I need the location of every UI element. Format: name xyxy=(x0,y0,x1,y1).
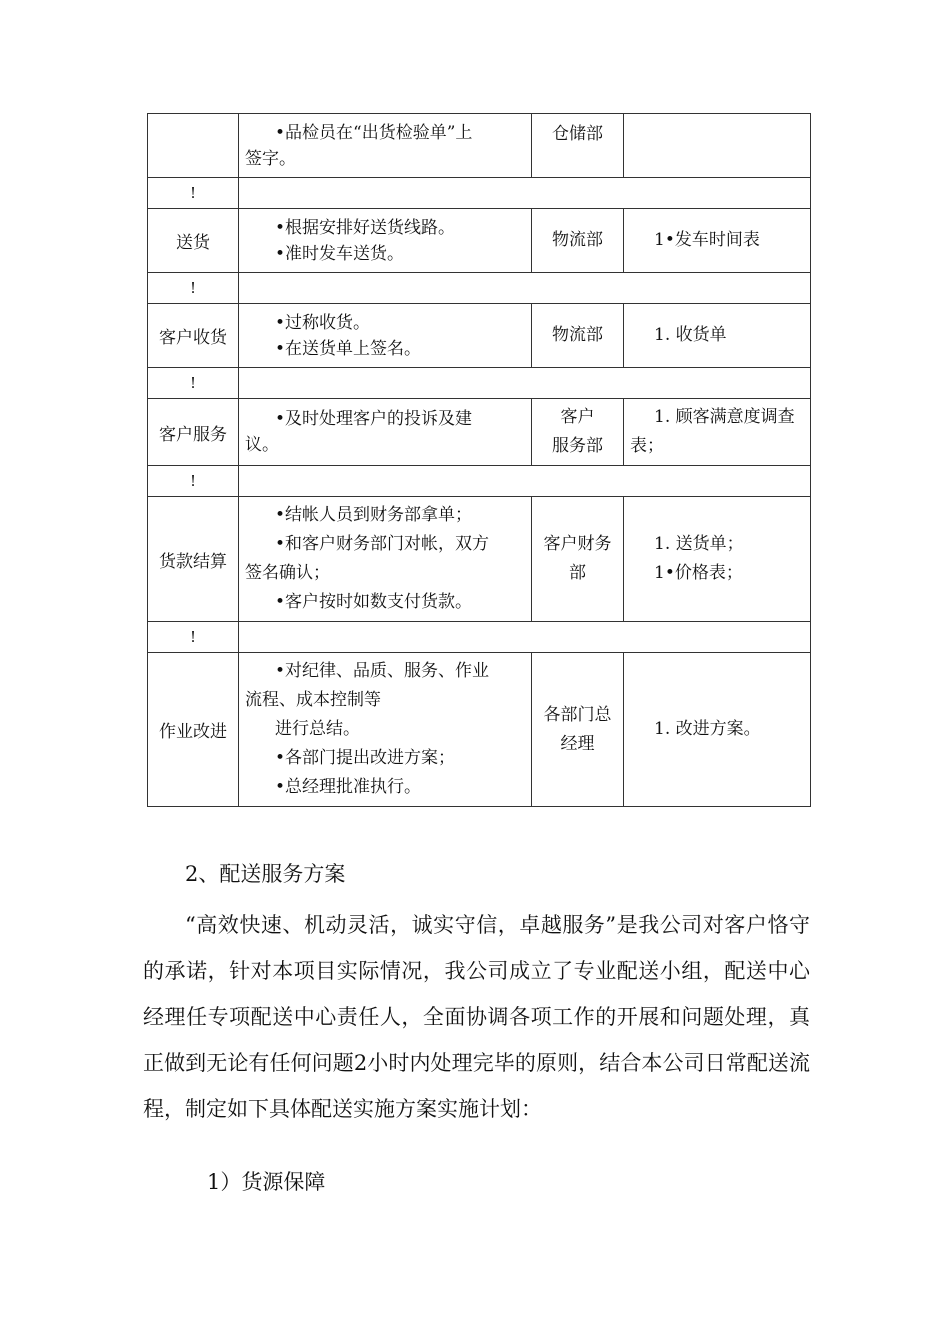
action-line: 签字。 xyxy=(245,148,296,169)
action-line: •和客户财务部门对帐，双方 xyxy=(275,534,490,554)
table-row xyxy=(148,304,811,368)
docs-cell xyxy=(624,399,811,466)
arrow-mark: ! xyxy=(148,273,239,304)
actions-cell xyxy=(239,209,532,273)
step-cell: 作业改进 xyxy=(148,653,239,807)
dept-line: 客户 xyxy=(560,407,595,427)
action-line: •过称收货。 xyxy=(275,312,371,333)
dept-line: 物流部 xyxy=(552,325,603,345)
dept-cell xyxy=(532,114,624,178)
dept-cell xyxy=(532,304,624,368)
step-cell: 送货 xyxy=(148,209,239,273)
doc-line: 1. 顾客满意度调查 xyxy=(654,407,795,427)
dept-line: 客户财务 xyxy=(543,534,612,554)
step-cell: 货款结算 xyxy=(148,497,239,622)
action-line: •结帐人员到财务部拿单； xyxy=(275,505,473,525)
docs-cell xyxy=(624,653,811,807)
action-line: •客户按时如数支付货款。 xyxy=(275,592,473,612)
docs-cell xyxy=(624,114,811,178)
dept-line: 部 xyxy=(569,563,586,583)
action-line: •对纪律、品质、服务、作业 xyxy=(275,661,490,681)
dept-line: 物流部 xyxy=(552,230,603,250)
action-line: 流程、成本控制等 xyxy=(245,690,381,710)
action-line: 签名确认； xyxy=(245,563,330,583)
doc-line: 1. 送货单； xyxy=(654,534,744,554)
docs-cell xyxy=(624,497,811,622)
arrow-row-spacer xyxy=(239,622,811,653)
action-line: •品检员在“出货检验单”上 xyxy=(275,122,473,143)
dept-line: 仓储部 xyxy=(552,124,603,144)
section-paragraph xyxy=(143,902,810,1132)
arrow-row xyxy=(148,466,811,497)
step-cell xyxy=(148,114,239,178)
table-row xyxy=(148,399,811,466)
table-row xyxy=(148,497,811,622)
arrow-row xyxy=(148,368,811,399)
arrow-row-spacer xyxy=(239,368,811,399)
table-row xyxy=(148,209,811,273)
arrow-row xyxy=(148,178,811,209)
dept-line: 服务部 xyxy=(552,436,603,456)
arrow-mark: ! xyxy=(148,178,239,209)
arrow-row xyxy=(148,622,811,653)
arrow-row xyxy=(148,273,811,304)
step-cell: 客户服务 xyxy=(148,399,239,466)
actions-cell xyxy=(239,399,532,466)
action-line: •准时发车送货。 xyxy=(275,243,405,264)
docs-cell xyxy=(624,209,811,273)
subsection-heading: 1）货源保障 xyxy=(207,1170,326,1194)
arrow-row-spacer xyxy=(239,178,811,209)
actions-cell xyxy=(239,114,532,178)
action-line: •在送货单上签名。 xyxy=(275,338,422,359)
doc-line: 1. 改进方案。 xyxy=(654,719,761,739)
actions-cell xyxy=(239,497,532,622)
dept-cell xyxy=(532,399,624,466)
arrow-row-spacer xyxy=(239,273,811,304)
actions-cell xyxy=(239,304,532,368)
arrow-mark: ! xyxy=(148,368,239,399)
action-line: •及时处理客户的投诉及建 xyxy=(275,409,473,429)
arrow-mark: ! xyxy=(148,622,239,653)
action-line: •各部门提出改进方案； xyxy=(275,748,456,768)
action-line: •根据安排好送货线路。 xyxy=(275,217,456,238)
table-row xyxy=(148,114,811,178)
dept-cell xyxy=(532,497,624,622)
action-line: 进行总结。 xyxy=(275,719,360,739)
dept-line: 各部门总 xyxy=(543,704,612,725)
doc-line: 表； xyxy=(630,436,664,456)
action-line: •总经理批准执行。 xyxy=(275,777,422,797)
section-heading: 2、配送服务方案 xyxy=(185,862,346,886)
paragraph-text: “高效快速、机动灵活，诚实守信，卓越服务”是我公司对客户恪守的承诺，针对本项目实际情况，我公司成立了专业配送小组，配送中心经理任专项配送中心责任人，全面协调各项工作的开展和问题处理，真正做到无论有任何问题2小时内处理完毕的原则，结合本公司日常配送流程，制定如下具体配送实施方案实施计划： xyxy=(143,913,810,1121)
dept-cell xyxy=(532,209,624,273)
process-table xyxy=(147,113,811,807)
dept-cell xyxy=(532,653,624,807)
step-cell: 客户收货 xyxy=(148,304,239,368)
action-line: 议。 xyxy=(245,435,279,455)
arrow-mark: ! xyxy=(148,466,239,497)
docs-cell xyxy=(624,304,811,368)
doc-line: 1. 收货单 xyxy=(654,325,727,345)
actions-cell xyxy=(239,653,532,807)
doc-line: 1•价格表； xyxy=(654,563,743,583)
arrow-row-spacer xyxy=(239,466,811,497)
doc-line: 1•发车时间表 xyxy=(654,230,760,250)
dept-line: 经理 xyxy=(560,733,595,754)
table-row xyxy=(148,653,811,807)
